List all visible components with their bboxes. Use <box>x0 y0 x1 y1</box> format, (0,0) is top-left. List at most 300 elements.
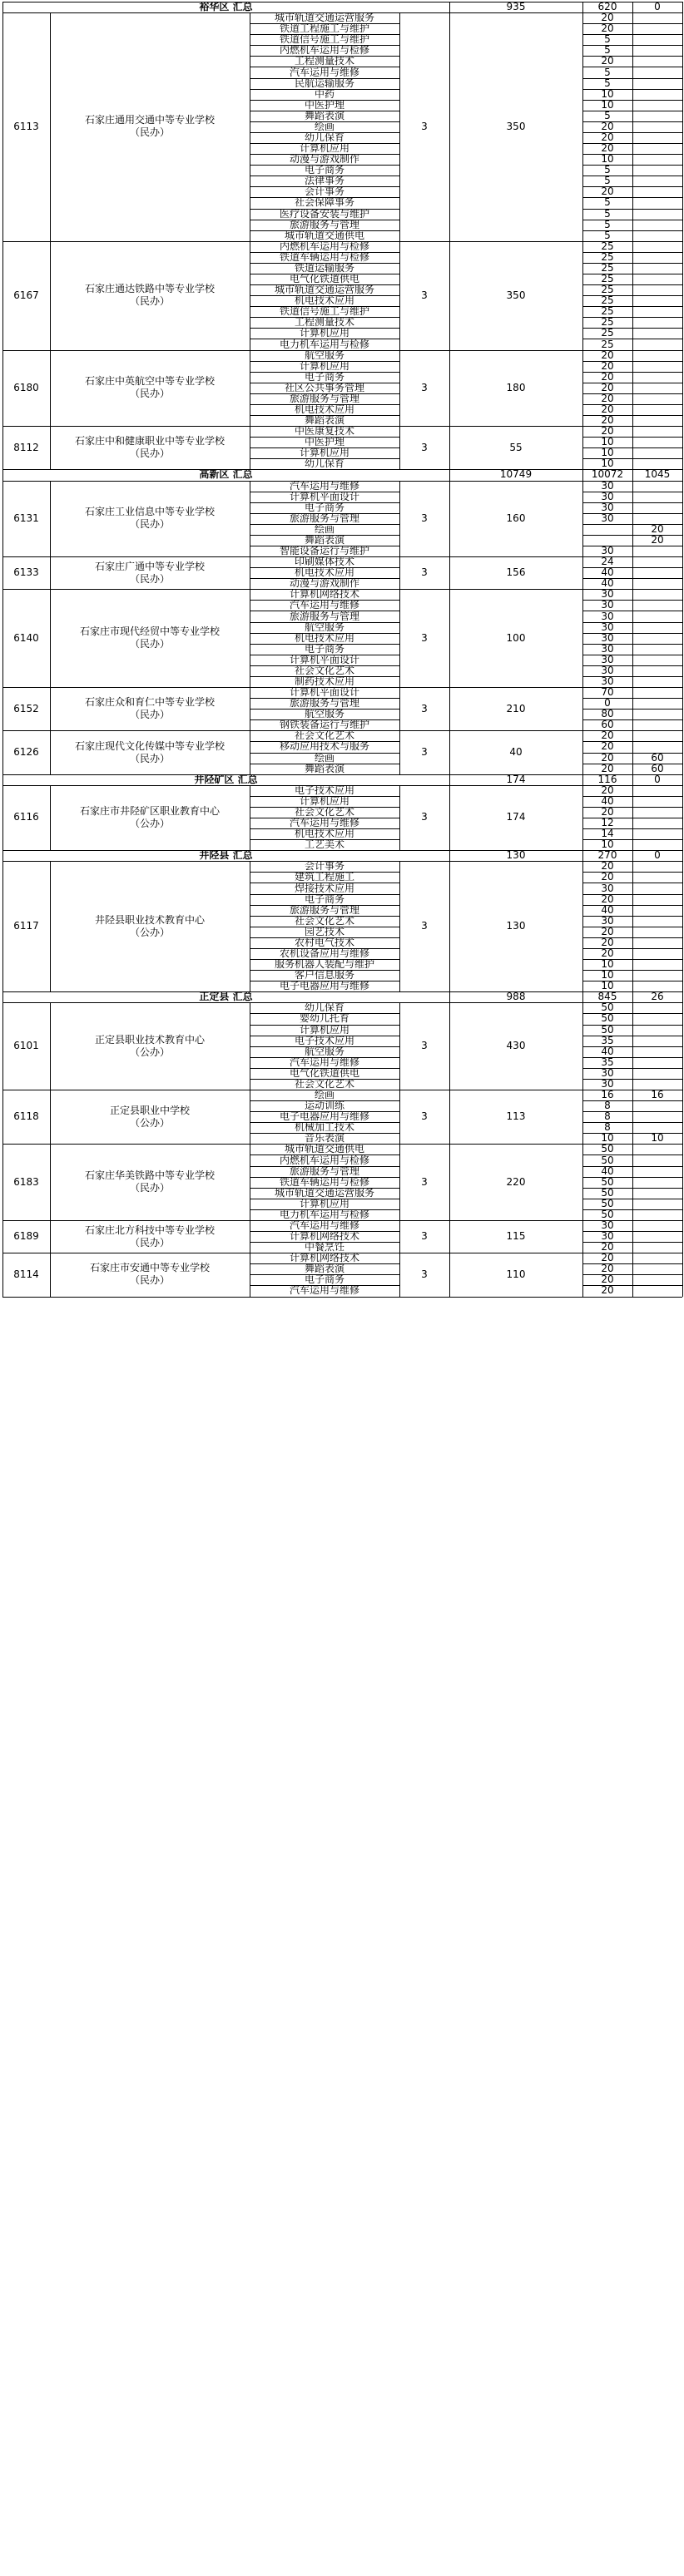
major-name <box>250 361 399 372</box>
major-quota-value: 30 <box>601 915 614 927</box>
major-name <box>250 1144 399 1155</box>
grid-line <box>682 481 683 557</box>
school-plan-text: 180 <box>506 381 526 393</box>
major-name <box>250 578 399 589</box>
major-name-text: 婴幼儿托育 <box>299 1013 349 1025</box>
grid-line <box>50 556 51 589</box>
major-name-text: 绘画 <box>314 523 335 535</box>
major-quota-value: 8 <box>604 1100 611 1112</box>
major-quota <box>582 492 632 502</box>
grid-line <box>449 350 450 427</box>
major-quota <box>582 839 632 850</box>
grid-line <box>632 1002 633 1090</box>
major-quota-extra <box>632 611 682 621</box>
grid-line <box>582 1220 583 1253</box>
grid-line <box>582 1090 583 1144</box>
major-name-text: 法律事务 <box>304 176 344 187</box>
major-quota-value: 35 <box>601 1035 614 1046</box>
section-total-value: 130 <box>506 850 526 862</box>
major-name-text: 电力机车运用与检修 <box>279 339 369 350</box>
major-quota <box>582 1220 632 1231</box>
school-plan <box>449 1220 582 1253</box>
major-quota-extra-value: 20 <box>651 523 664 535</box>
major-name-text: 社会文化艺术 <box>294 665 354 676</box>
school-plan-text: 174 <box>506 811 526 823</box>
major-quota-extra <box>632 1177 682 1188</box>
major-quota <box>582 220 632 230</box>
major-name <box>250 1111 399 1122</box>
school-code-text: 6117 <box>13 920 39 932</box>
major-quota <box>582 872 632 883</box>
grid-line <box>682 1144 683 1220</box>
school-type-text: （民办） <box>129 638 170 650</box>
major-quota <box>582 111 632 121</box>
section-total-value: 988 <box>506 991 526 1003</box>
grid-line <box>632 12 633 241</box>
school-plan-text: 110 <box>506 1268 526 1280</box>
section-total <box>632 774 682 785</box>
major-quota <box>582 1079 632 1090</box>
major-name-text: 园艺技术 <box>304 926 344 937</box>
major-name-text: 医疗设备安装与维护 <box>279 208 369 220</box>
major-name <box>250 78 399 89</box>
grid-line <box>682 426 683 469</box>
school-code-text: 8114 <box>13 1268 39 1280</box>
major-quota <box>582 535 632 546</box>
major-name <box>250 818 399 828</box>
major-name <box>250 1155 399 1165</box>
major-quota-value: 20 <box>601 926 614 937</box>
section-total-value: 0 <box>654 774 661 785</box>
major-quota-extra <box>632 1285 682 1296</box>
major-quota <box>582 687 632 698</box>
school-plan-text: 130 <box>506 920 526 932</box>
section-total-value: 10749 <box>499 469 533 481</box>
grid-line <box>582 2 583 12</box>
grid-line <box>399 1090 400 1144</box>
grid-line <box>399 481 400 557</box>
grid-line <box>399 785 400 850</box>
school-name-block <box>95 561 205 586</box>
grid-line <box>449 1090 450 1144</box>
major-name-text: 航空服务 <box>304 709 344 720</box>
school-years <box>399 426 449 469</box>
school-code-text: 6133 <box>13 566 39 579</box>
major-quota-extra <box>632 894 682 905</box>
section-total <box>449 991 582 1002</box>
grid-line <box>399 1220 400 1253</box>
major-quota-value: 10 <box>601 154 614 166</box>
major-quota-extra <box>632 492 682 502</box>
major-name <box>250 1220 399 1231</box>
major-quota-value: 30 <box>601 1219 614 1231</box>
major-quota <box>582 719 632 730</box>
major-quota-extra-value: 10 <box>651 1133 664 1145</box>
major-name-text: 计算机应用 <box>299 328 349 339</box>
major-quota-extra <box>632 197 682 208</box>
major-quota <box>582 513 632 524</box>
section-total-value: 26 <box>651 991 664 1003</box>
major-quota-value: 25 <box>601 251 614 263</box>
major-name-text: 汽车运用与维修 <box>289 1285 359 1297</box>
major-quota <box>582 132 632 143</box>
major-name-text: 铁道信号施工与维护 <box>279 306 369 318</box>
section-total-value: 845 <box>597 991 617 1003</box>
grid-line <box>50 1090 51 1144</box>
major-name <box>250 1177 399 1188</box>
major-name <box>250 1057 399 1068</box>
major-quota-extra <box>632 655 682 665</box>
major-name <box>250 415 399 426</box>
major-quota-value: 10 <box>601 839 614 851</box>
school-name-block <box>85 506 215 531</box>
school-name-block <box>85 114 215 139</box>
major-quota-extra <box>632 818 682 828</box>
school-type-text: （公办） <box>129 817 170 829</box>
major-name-text: 铁道车辆运用与检修 <box>279 1176 369 1188</box>
major-quota <box>582 306 632 317</box>
major-name-text: 会计事务 <box>304 186 344 198</box>
major-quota-value: 10 <box>601 970 614 981</box>
school-years-text: 3 <box>421 120 428 132</box>
major-name-text: 印刷媒体技术 <box>294 556 354 568</box>
major-name-text: 电气化铁道供电 <box>289 1067 359 1079</box>
school-code <box>2 481 50 557</box>
grid-line <box>632 1090 633 1144</box>
major-quota-extra <box>632 1122 682 1133</box>
grid-line <box>682 1220 683 1253</box>
major-name-text: 旅游服务与管理 <box>289 904 359 916</box>
major-name <box>250 524 399 535</box>
major-name <box>250 458 399 469</box>
major-quota <box>582 730 632 741</box>
major-quota <box>582 372 632 383</box>
major-name-text: 幼儿保育 <box>304 458 344 470</box>
major-name <box>250 633 399 644</box>
major-quota-value: 10 <box>601 99 614 111</box>
major-quota-extra <box>632 393 682 404</box>
section-title <box>2 774 449 785</box>
major-quota-extra <box>632 730 682 741</box>
major-quota-extra <box>632 785 682 796</box>
major-name <box>250 698 399 709</box>
major-quota-value: 30 <box>601 512 614 524</box>
major-name-text: 舞蹈表演 <box>304 763 344 774</box>
grid-line <box>50 1253 51 1296</box>
major-quota <box>582 328 632 339</box>
major-name-text: 铁道车辆运用与检修 <box>279 251 369 263</box>
major-name <box>250 1002 399 1013</box>
major-quota <box>582 230 632 241</box>
major-quota-value: 20 <box>601 23 614 35</box>
school-code <box>2 1002 50 1090</box>
major-name <box>250 481 399 492</box>
major-quota <box>582 1133 632 1144</box>
major-name <box>250 970 399 981</box>
major-quota-extra <box>632 132 682 143</box>
major-quota <box>582 154 632 165</box>
school-type-text: （民办） <box>129 126 170 139</box>
grid-line <box>449 589 450 687</box>
grid-line <box>632 730 633 774</box>
school-years <box>399 350 449 427</box>
major-quota <box>582 611 632 621</box>
major-name <box>250 730 399 741</box>
major-name-text: 计算机应用 <box>299 795 349 807</box>
grid-line <box>582 687 583 730</box>
section-title-text: 裕华区 汇总 <box>199 2 253 13</box>
major-quota <box>582 567 632 578</box>
major-quota-value: 50 <box>601 1155 614 1166</box>
major-name-text: 汽车运用与维修 <box>289 1056 359 1068</box>
school-name-block <box>80 805 220 830</box>
section-total-value: 270 <box>597 850 617 862</box>
school-code-text: 6116 <box>13 811 39 823</box>
grid-line <box>2 1002 3 1090</box>
major-quota-extra <box>632 741 682 752</box>
grid-line <box>449 1144 450 1220</box>
major-name <box>250 600 399 611</box>
major-quota-value: 10 <box>601 447 614 459</box>
major-quota <box>582 1199 632 1209</box>
major-quota-extra <box>632 89 682 100</box>
school-name-block <box>85 375 215 400</box>
major-name-text: 移动应用技术与服务 <box>279 741 369 753</box>
major-name <box>250 546 399 556</box>
school-plan-text: 113 <box>506 1110 526 1123</box>
major-quota-value: 20 <box>601 403 614 415</box>
section-total-value: 1045 <box>644 469 671 481</box>
major-quota-extra <box>632 165 682 176</box>
school-years-text: 3 <box>421 811 428 823</box>
school-code <box>2 1253 50 1296</box>
major-quota-extra <box>632 274 682 284</box>
major-name <box>250 284 399 295</box>
major-quota-value: 70 <box>601 687 614 699</box>
grid-line <box>50 861 51 991</box>
major-quota-extra <box>632 34 682 45</box>
major-quota-extra <box>632 263 682 274</box>
school-years <box>399 1002 449 1090</box>
section-title <box>2 469 449 480</box>
major-name <box>250 861 399 872</box>
section-total <box>582 469 632 480</box>
major-quota-extra <box>632 1231 682 1242</box>
grid-line <box>449 687 450 730</box>
school-plan-text: 210 <box>506 702 526 714</box>
major-name <box>250 556 399 567</box>
major-quota-extra <box>632 328 682 339</box>
major-name <box>250 220 399 230</box>
major-quota-extra <box>632 1242 682 1253</box>
major-quota <box>582 317 632 328</box>
grid-line <box>2 774 3 785</box>
major-quota-value: 10 <box>601 437 614 448</box>
school-plan <box>449 861 582 991</box>
major-quota-extra <box>632 665 682 676</box>
major-quota-extra <box>632 350 682 361</box>
major-quota-value: 30 <box>601 643 614 655</box>
grid-line <box>2 1297 682 1298</box>
school-type-text: （民办） <box>129 1274 170 1287</box>
major-quota <box>582 927 632 937</box>
major-quota-value: 20 <box>601 415 614 427</box>
grid-line <box>582 774 583 785</box>
major-name-text: 城市轨道交通供电 <box>284 1144 364 1155</box>
major-quota <box>582 263 632 274</box>
major-quota-extra <box>632 567 682 578</box>
major-name <box>250 622 399 633</box>
school-type-text: （民办） <box>129 709 170 721</box>
major-name <box>250 883 399 893</box>
major-quota-extra <box>632 12 682 23</box>
school-name <box>50 481 250 557</box>
grid-line <box>50 589 51 687</box>
major-quota-extra-value: 60 <box>651 763 664 774</box>
grid-line <box>682 469 683 480</box>
major-quota-extra <box>632 872 682 883</box>
major-quota-extra <box>632 306 682 317</box>
school-name-block <box>75 435 225 460</box>
major-name <box>250 1209 399 1220</box>
major-quota-extra <box>632 698 682 709</box>
major-name-text: 铁道运输服务 <box>294 262 354 274</box>
major-name <box>250 959 399 970</box>
grid-line <box>449 481 450 557</box>
school-name <box>50 785 250 850</box>
school-years-text: 3 <box>421 566 428 579</box>
major-quota-extra <box>632 937 682 948</box>
major-quota-extra <box>632 383 682 393</box>
school-name <box>50 1002 250 1090</box>
major-name <box>250 589 399 600</box>
major-quota-extra <box>632 828 682 839</box>
major-quota-extra <box>632 1036 682 1046</box>
major-quota <box>582 209 632 220</box>
major-quota-value: 14 <box>601 828 614 840</box>
major-quota <box>582 393 632 404</box>
school-plan-text: 55 <box>509 441 523 453</box>
school-plan-text: 220 <box>506 1175 526 1188</box>
major-name <box>250 981 399 991</box>
major-quota-value: 30 <box>601 621 614 633</box>
school-name-block <box>85 283 215 308</box>
school-plan <box>449 12 582 241</box>
grid-line <box>682 2 683 12</box>
major-quota-value: 20 <box>601 937 614 948</box>
major-name-text: 中医康复技术 <box>294 426 354 438</box>
section-total <box>582 991 632 1002</box>
major-name <box>250 274 399 284</box>
grid-line <box>2 687 3 730</box>
grid-line <box>449 1253 450 1296</box>
major-name-text: 舞蹈表演 <box>304 110 344 121</box>
grid-line <box>449 730 450 774</box>
major-quota-value: 25 <box>601 262 614 274</box>
grid-line <box>399 1253 400 1296</box>
major-name <box>250 937 399 948</box>
major-name <box>250 796 399 807</box>
major-name <box>250 339 399 349</box>
school-type-text: （民办） <box>129 388 170 400</box>
grid-line <box>582 469 583 480</box>
major-quota-value: 50 <box>601 1002 614 1014</box>
grid-line <box>682 589 683 687</box>
major-name <box>250 948 399 959</box>
major-quota-extra <box>632 546 682 556</box>
major-quota-extra <box>632 415 682 426</box>
major-quota-value: 20 <box>601 426 614 438</box>
major-name-text: 电子电器应用与维修 <box>279 1111 369 1123</box>
school-code-text: 6118 <box>13 1110 39 1123</box>
major-name-text: 电子技术应用 <box>294 784 354 796</box>
major-name <box>250 492 399 502</box>
major-name-text: 动漫与游戏制作 <box>289 154 359 166</box>
major-quota-extra <box>632 186 682 197</box>
major-quota-extra <box>632 1253 682 1263</box>
major-quota <box>582 1263 632 1274</box>
major-name-text: 动漫与游戏制作 <box>289 578 359 590</box>
major-quota-extra <box>632 176 682 186</box>
major-name <box>250 905 399 916</box>
grid-line <box>582 426 583 469</box>
major-quota-value: 20 <box>601 56 614 67</box>
school-name-block <box>80 625 220 650</box>
major-quota-value: 50 <box>601 1209 614 1220</box>
major-name-text: 舞蹈表演 <box>304 534 344 546</box>
major-quota-extra <box>632 1002 682 1013</box>
major-name-text: 舞蹈表演 <box>304 1263 344 1275</box>
grid-line <box>582 350 583 427</box>
major-quota <box>582 437 632 447</box>
major-quota <box>582 665 632 676</box>
school-name-text: 石家庄广通中等专业学校 <box>94 560 205 572</box>
major-quota <box>582 1242 632 1253</box>
school-years <box>399 556 449 589</box>
major-quota-extra <box>632 372 682 383</box>
major-name-text: 电子商务 <box>304 165 344 176</box>
grid-line <box>582 850 583 861</box>
major-name <box>250 100 399 111</box>
grid-line <box>50 730 51 774</box>
major-name-text: 农村电气技术 <box>294 937 354 948</box>
major-quota-value: 50 <box>601 1024 614 1036</box>
major-quota-value: 40 <box>601 578 614 590</box>
school-years-text: 3 <box>421 1230 428 1243</box>
major-quota-value: 20 <box>601 131 614 143</box>
school-plan <box>449 687 582 730</box>
major-quota-value: 5 <box>604 34 611 46</box>
section-total <box>632 991 682 1002</box>
major-name-text: 机电技术应用 <box>294 295 354 307</box>
major-quota <box>582 23 632 34</box>
major-quota <box>582 818 632 828</box>
major-name <box>250 45 399 56</box>
major-name-text: 电子电器应用与维修 <box>279 981 369 992</box>
major-quota <box>582 1057 632 1068</box>
major-name <box>250 447 399 458</box>
major-name-text: 运动训练 <box>304 1100 344 1112</box>
major-quota-value: 5 <box>604 230 611 241</box>
school-name <box>50 1253 250 1296</box>
major-quota-extra <box>632 1155 682 1165</box>
major-name <box>250 719 399 730</box>
grid-line <box>2 730 3 774</box>
section-total-value: 116 <box>597 774 617 785</box>
major-name-text: 汽车运用与维修 <box>289 818 359 829</box>
major-name-text: 计算机平面设计 <box>289 654 359 665</box>
major-name-text: 社会文化艺术 <box>294 915 354 927</box>
